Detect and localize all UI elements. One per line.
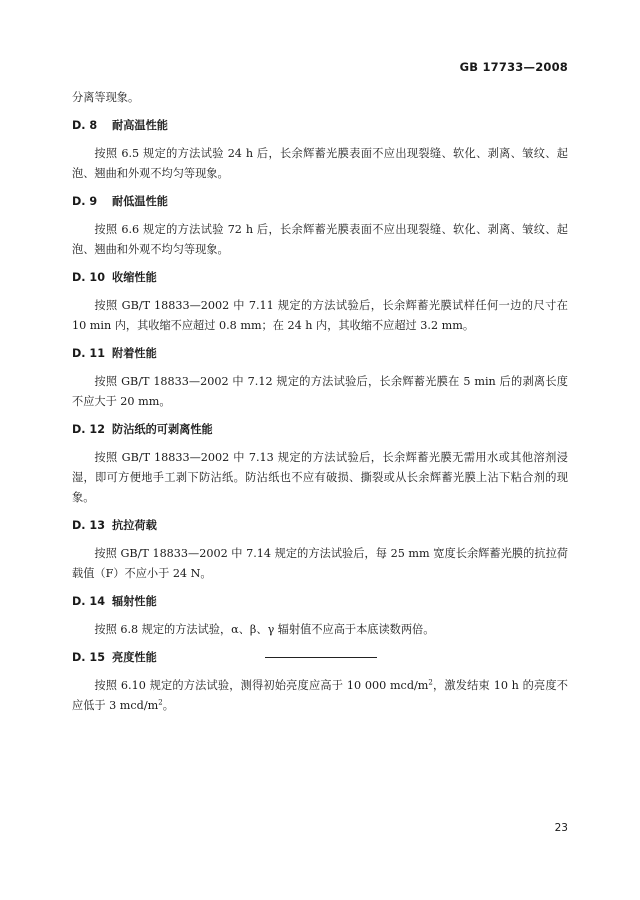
section-heading-d10 [72,268,568,288]
section-text-d8: 按照 6.5 规定的方法试验 24 h 后，长余辉蓄光膜表面不应出现裂缝、软化、剥离、皱纹、起泡、翘曲和外观不均匀等现象。 [72,147,568,180]
section-text-part: 。 [162,699,174,712]
section-number: D. 15 [72,651,105,664]
section-text-d14: 按照 6.8 规定的方法试验，α、β、γ 辐射值不应高于本底读数两倍。 [94,623,435,636]
section-title: 附着性能 [112,347,157,360]
section-number: D. 14 [72,595,105,608]
section-title: 耐低温性能 [112,195,168,208]
section-number: D. 9 [72,195,98,208]
standard-code: GB 17733—2008 [459,60,568,74]
section-title: 耐高温性能 [112,119,168,132]
section-text-d10: 按照 GB/T 18833—2002 中 7.11 规定的方法试验后，长余辉蓄光膜试样任何一边的尺寸在 10 min 内，其收缩不应超过 0.8 mm；在 24 h 内，其收缩不应超过 3.2 mm。 [72,299,568,332]
section-heading-d12 [72,420,568,440]
section-number: D. 12 [72,423,105,436]
section-number: D. 10 [72,271,105,284]
section-text-d11: 按照 GB/T 18833—2002 中 7.12 规定的方法试验后，长余辉蓄光膜在 5 min 后的剥离长度不应大于 20 mm。 [72,375,568,408]
intro-tail-text: 分离等现象。 [72,91,140,104]
section-heading-d15 [72,648,568,668]
section-title: 收缩性能 [112,271,157,284]
section-heading-d9 [72,192,568,212]
section-text-d12: 按照 GB/T 18833—2002 中 7.13 规定的方法试验后，长余辉蓄光膜无需用水或其他溶剂浸湿，即可方便地手工剥下防沾纸。防沾纸也不应有破损、撕裂或从长余辉蓄光膜上沾下粘合剂的现象。 [72,451,568,504]
section-title: 亮度性能 [112,651,157,664]
section-number: D. 8 [72,119,98,132]
page-number: 23 [554,822,568,834]
section-title: 防沾纸的可剥离性能 [112,423,213,436]
end-rule [265,657,377,658]
section-text-part: 按照 6.10 规定的方法试验，测得初始亮度应高于 10 000 mcd/m [94,679,429,692]
section-number: D. 13 [72,519,105,532]
section-heading-d13 [72,516,568,536]
superscript: 2 [158,698,163,707]
section-text-d9: 按照 6.6 规定的方法试验 72 h 后，长余辉蓄光膜表面不应出现裂缝、软化、剥离、皱纹、起泡、翘曲和外观不均匀等现象。 [72,223,568,256]
section-number: D. 11 [72,347,105,360]
section-title: 辐射性能 [112,595,157,608]
section-text-part: ，激发结束 10 h 的亮度不应低于 3 mcd/m [72,679,568,712]
section-text-d15 [72,676,568,716]
superscript: 2 [428,678,433,687]
section-heading-d11 [72,344,568,364]
document-body [72,88,568,724]
section-text-d13: 按照 GB/T 18833—2002 中 7.14 规定的方法试验后，每 25 mm 宽度长余辉蓄光膜的抗拉荷载值（F）不应小于 24 N。 [72,547,568,580]
section-title: 抗拉荷载 [112,519,157,532]
section-heading-d14 [72,592,568,612]
section-heading-d8 [72,116,568,136]
